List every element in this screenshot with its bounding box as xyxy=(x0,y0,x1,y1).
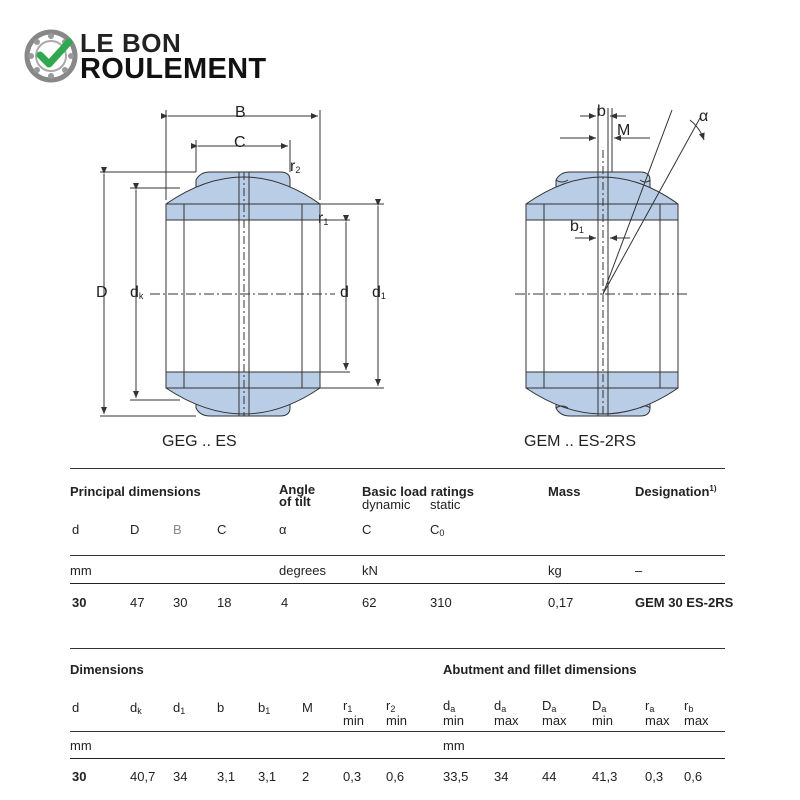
bearing-check-icon xyxy=(24,28,84,88)
table2-row-rule xyxy=(70,758,725,759)
sym-C: C xyxy=(217,522,227,537)
sym2-ra-max: $r_a$ max xyxy=(645,698,670,728)
table1-top-rule xyxy=(70,468,725,469)
unit-mm: mm xyxy=(70,563,92,578)
row1-D: 47 xyxy=(130,595,145,610)
sym-alpha: α xyxy=(279,522,287,537)
sym2-M: M xyxy=(302,700,313,715)
row2-b1: 3,1 xyxy=(258,769,277,784)
sym-C0: $C_0$ xyxy=(430,522,445,538)
row1-designation: GEM 30 ES-2RS xyxy=(635,595,734,610)
row1-d: 30 xyxy=(72,595,87,610)
header-dynamic: dynamic xyxy=(362,497,411,512)
row2-Da-min: 41,3 xyxy=(592,769,618,784)
sym2-dk: $d_k$ xyxy=(130,700,142,716)
caption-gem: GEM .. ES-2RS xyxy=(524,433,637,450)
unit-dash: – xyxy=(635,563,643,578)
row2-da-max: 34 xyxy=(494,769,509,784)
label-b: b xyxy=(597,103,606,120)
row1-B: 30 xyxy=(173,595,188,610)
logo-line-1: LE BON xyxy=(80,28,182,58)
unit2-mm-abutment: mm xyxy=(443,738,465,753)
table1-unit-rule xyxy=(70,555,725,556)
row2-ra: 0,3 xyxy=(645,769,664,784)
label-B: B xyxy=(235,104,246,121)
unit-degrees: degrees xyxy=(279,563,326,578)
table2-unit-rule xyxy=(70,731,725,732)
row2-d: 30 xyxy=(72,769,87,784)
sym2-b1: $b_1$ xyxy=(258,700,271,716)
sym-C-dyn: C xyxy=(362,522,372,537)
sym2-r2: $r_2$ min xyxy=(386,698,407,728)
logo-line-2: ROULEMENT xyxy=(80,53,267,85)
row1-C0: 310 xyxy=(430,595,452,610)
table2-top-rule xyxy=(70,648,725,649)
row1-mass: 0,17 xyxy=(548,595,574,610)
label-alpha: α xyxy=(699,108,709,125)
unit-kg: kg xyxy=(548,563,562,578)
sym2-da-min: $d_a$ min xyxy=(443,698,464,728)
brand-logo xyxy=(24,26,304,86)
sym-d: d xyxy=(72,522,80,537)
sym2-d1: $d_1$ xyxy=(173,700,186,716)
header-mass: Mass xyxy=(548,484,581,499)
header-basic-load: Basic load ratings xyxy=(362,484,474,499)
label-d1: $d_1$ xyxy=(372,284,386,301)
caption-geg: GEG .. ES xyxy=(162,433,237,450)
label-D: D xyxy=(96,284,108,301)
header-principal-dimensions: Principal dimensions xyxy=(70,484,201,499)
sym2-da-max: $d_a$ max xyxy=(494,698,519,728)
sym-B: B xyxy=(173,522,182,537)
row1-C-dyn: 62 xyxy=(362,595,377,610)
header-dimensions: Dimensions xyxy=(70,662,144,677)
row2-r1: 0,3 xyxy=(343,769,362,784)
row1-alpha: 4 xyxy=(281,595,289,610)
label-dk: $d_k$ xyxy=(130,284,144,301)
header-static: static xyxy=(430,497,461,512)
row2-Da-max: 44 xyxy=(542,769,557,784)
row2-M: 2 xyxy=(302,769,310,784)
label-M: M xyxy=(617,122,631,139)
unit-kN: kN xyxy=(362,563,378,578)
row1-C: 18 xyxy=(217,595,232,610)
label-C: C xyxy=(234,134,246,151)
label-r1: $r_1$ xyxy=(318,210,329,227)
row2-d1: 34 xyxy=(173,769,188,784)
sym-D: D xyxy=(130,522,140,537)
header-abutment: Abutment and fillet dimensions xyxy=(443,662,637,677)
sym2-Da-min: $D_a$ min xyxy=(592,698,613,728)
row2-dk: 40,7 xyxy=(130,769,156,784)
label-b1: $b_1$ xyxy=(570,218,584,235)
sym2-b: b xyxy=(217,700,225,715)
row2-da-min: 33,5 xyxy=(443,769,469,784)
label-r2: $r_2$ xyxy=(290,158,301,175)
row2-r2: 0,6 xyxy=(386,769,405,784)
sym2-d: d xyxy=(72,700,80,715)
sym2-Da-max: $D_a$ max xyxy=(542,698,567,728)
sym2-r1: $r_1$ min xyxy=(343,698,364,728)
bearing-drawing xyxy=(0,95,800,465)
row2-rb: 0,6 xyxy=(684,769,703,784)
unit2-mm: mm xyxy=(70,738,92,753)
table1-row-rule xyxy=(70,583,725,584)
sym2-rb-max: $r_b$ max xyxy=(684,698,709,728)
label-d: d xyxy=(340,284,349,301)
row2-b: 3,1 xyxy=(217,769,236,784)
header-angle: Angle of tilt xyxy=(279,482,316,509)
header-designation: Designation$^{1)}$ xyxy=(635,484,717,499)
